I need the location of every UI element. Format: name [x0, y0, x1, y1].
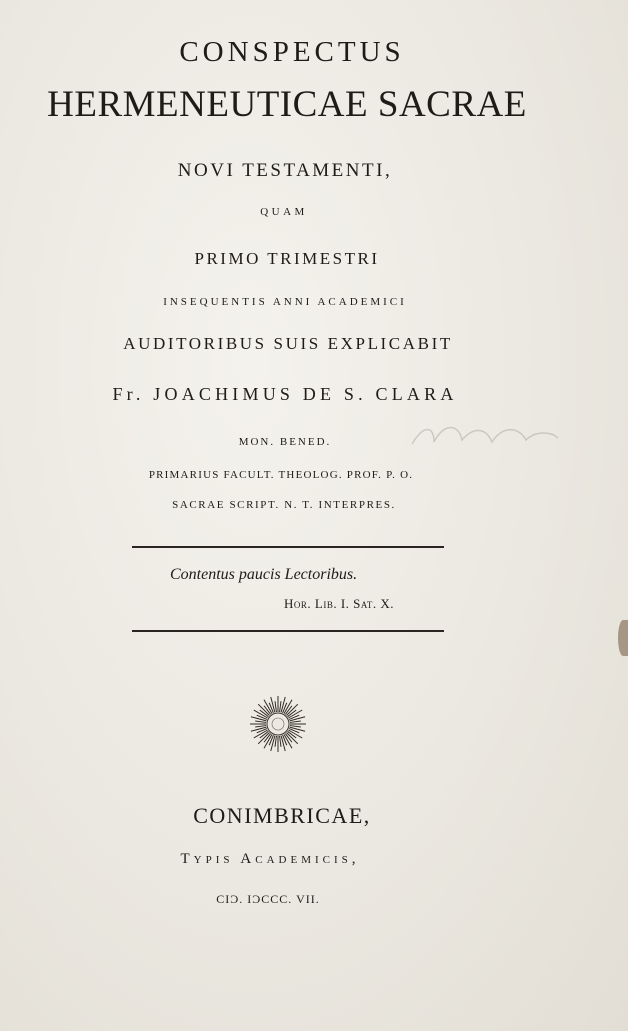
ornament-ray [255, 721, 266, 722]
ornament-ray [251, 727, 266, 731]
ornament-ray [281, 736, 285, 751]
ornament-ray [290, 727, 305, 731]
edge-stain [618, 620, 628, 656]
imprint-date: CIϽ. IϽCCC. VII. [216, 892, 320, 906]
author-position: PRIMARIUS FACULT. THEOLOG. PROF. P. O. [148, 469, 414, 481]
subtitle-line-2: QUAM [260, 206, 308, 218]
ornament-ray [255, 726, 266, 727]
author-order: MON. BENED. [238, 436, 332, 448]
title-line-1: CONSPECTUS [179, 36, 405, 68]
ornament-ray [281, 697, 285, 712]
ornament-ray [271, 697, 275, 712]
ornament-ray [290, 726, 301, 727]
author-name: Fr. JOACHIMUS DE S. CLARA [112, 384, 458, 404]
ornament-ray [275, 736, 276, 747]
ornament-ray [280, 701, 281, 712]
ornament-ray [271, 736, 275, 751]
subtitle-line-3: PRIMO TRIMESTRI [194, 249, 380, 268]
epigraph-citation: Hor. Lib. I. Sat. X. [284, 596, 395, 611]
subtitle-line-4: INSEQUENTIS ANNI ACADEMICI [163, 296, 407, 308]
divider-bottom [132, 630, 444, 632]
sunburst-ornament-icon [248, 694, 308, 754]
imprint-printer: Typis Academicis, [180, 851, 360, 867]
ornament-ray [290, 717, 305, 721]
epigraph-text: Contentus paucis Lectoribus. [170, 566, 358, 583]
title-line-2: HERMENEUTICAE SACRAE [47, 84, 527, 125]
ornament-ray [275, 701, 276, 712]
subtitle-line-5: AUDITORIBUS SUIS EXPLICABIT [123, 334, 453, 353]
subtitle-line-1: NOVI TESTAMENTI, [177, 160, 393, 181]
author-role: SACRAE SCRIPT. N. T. INTERPRES. [172, 499, 396, 511]
ornament-ray [251, 717, 266, 721]
ornament-ray [280, 736, 281, 747]
divider-top [132, 546, 444, 548]
ornament-ray [290, 721, 301, 722]
imprint-place: CONIMBRICAE, [193, 803, 371, 828]
pencil-annotation-icon [404, 414, 564, 454]
